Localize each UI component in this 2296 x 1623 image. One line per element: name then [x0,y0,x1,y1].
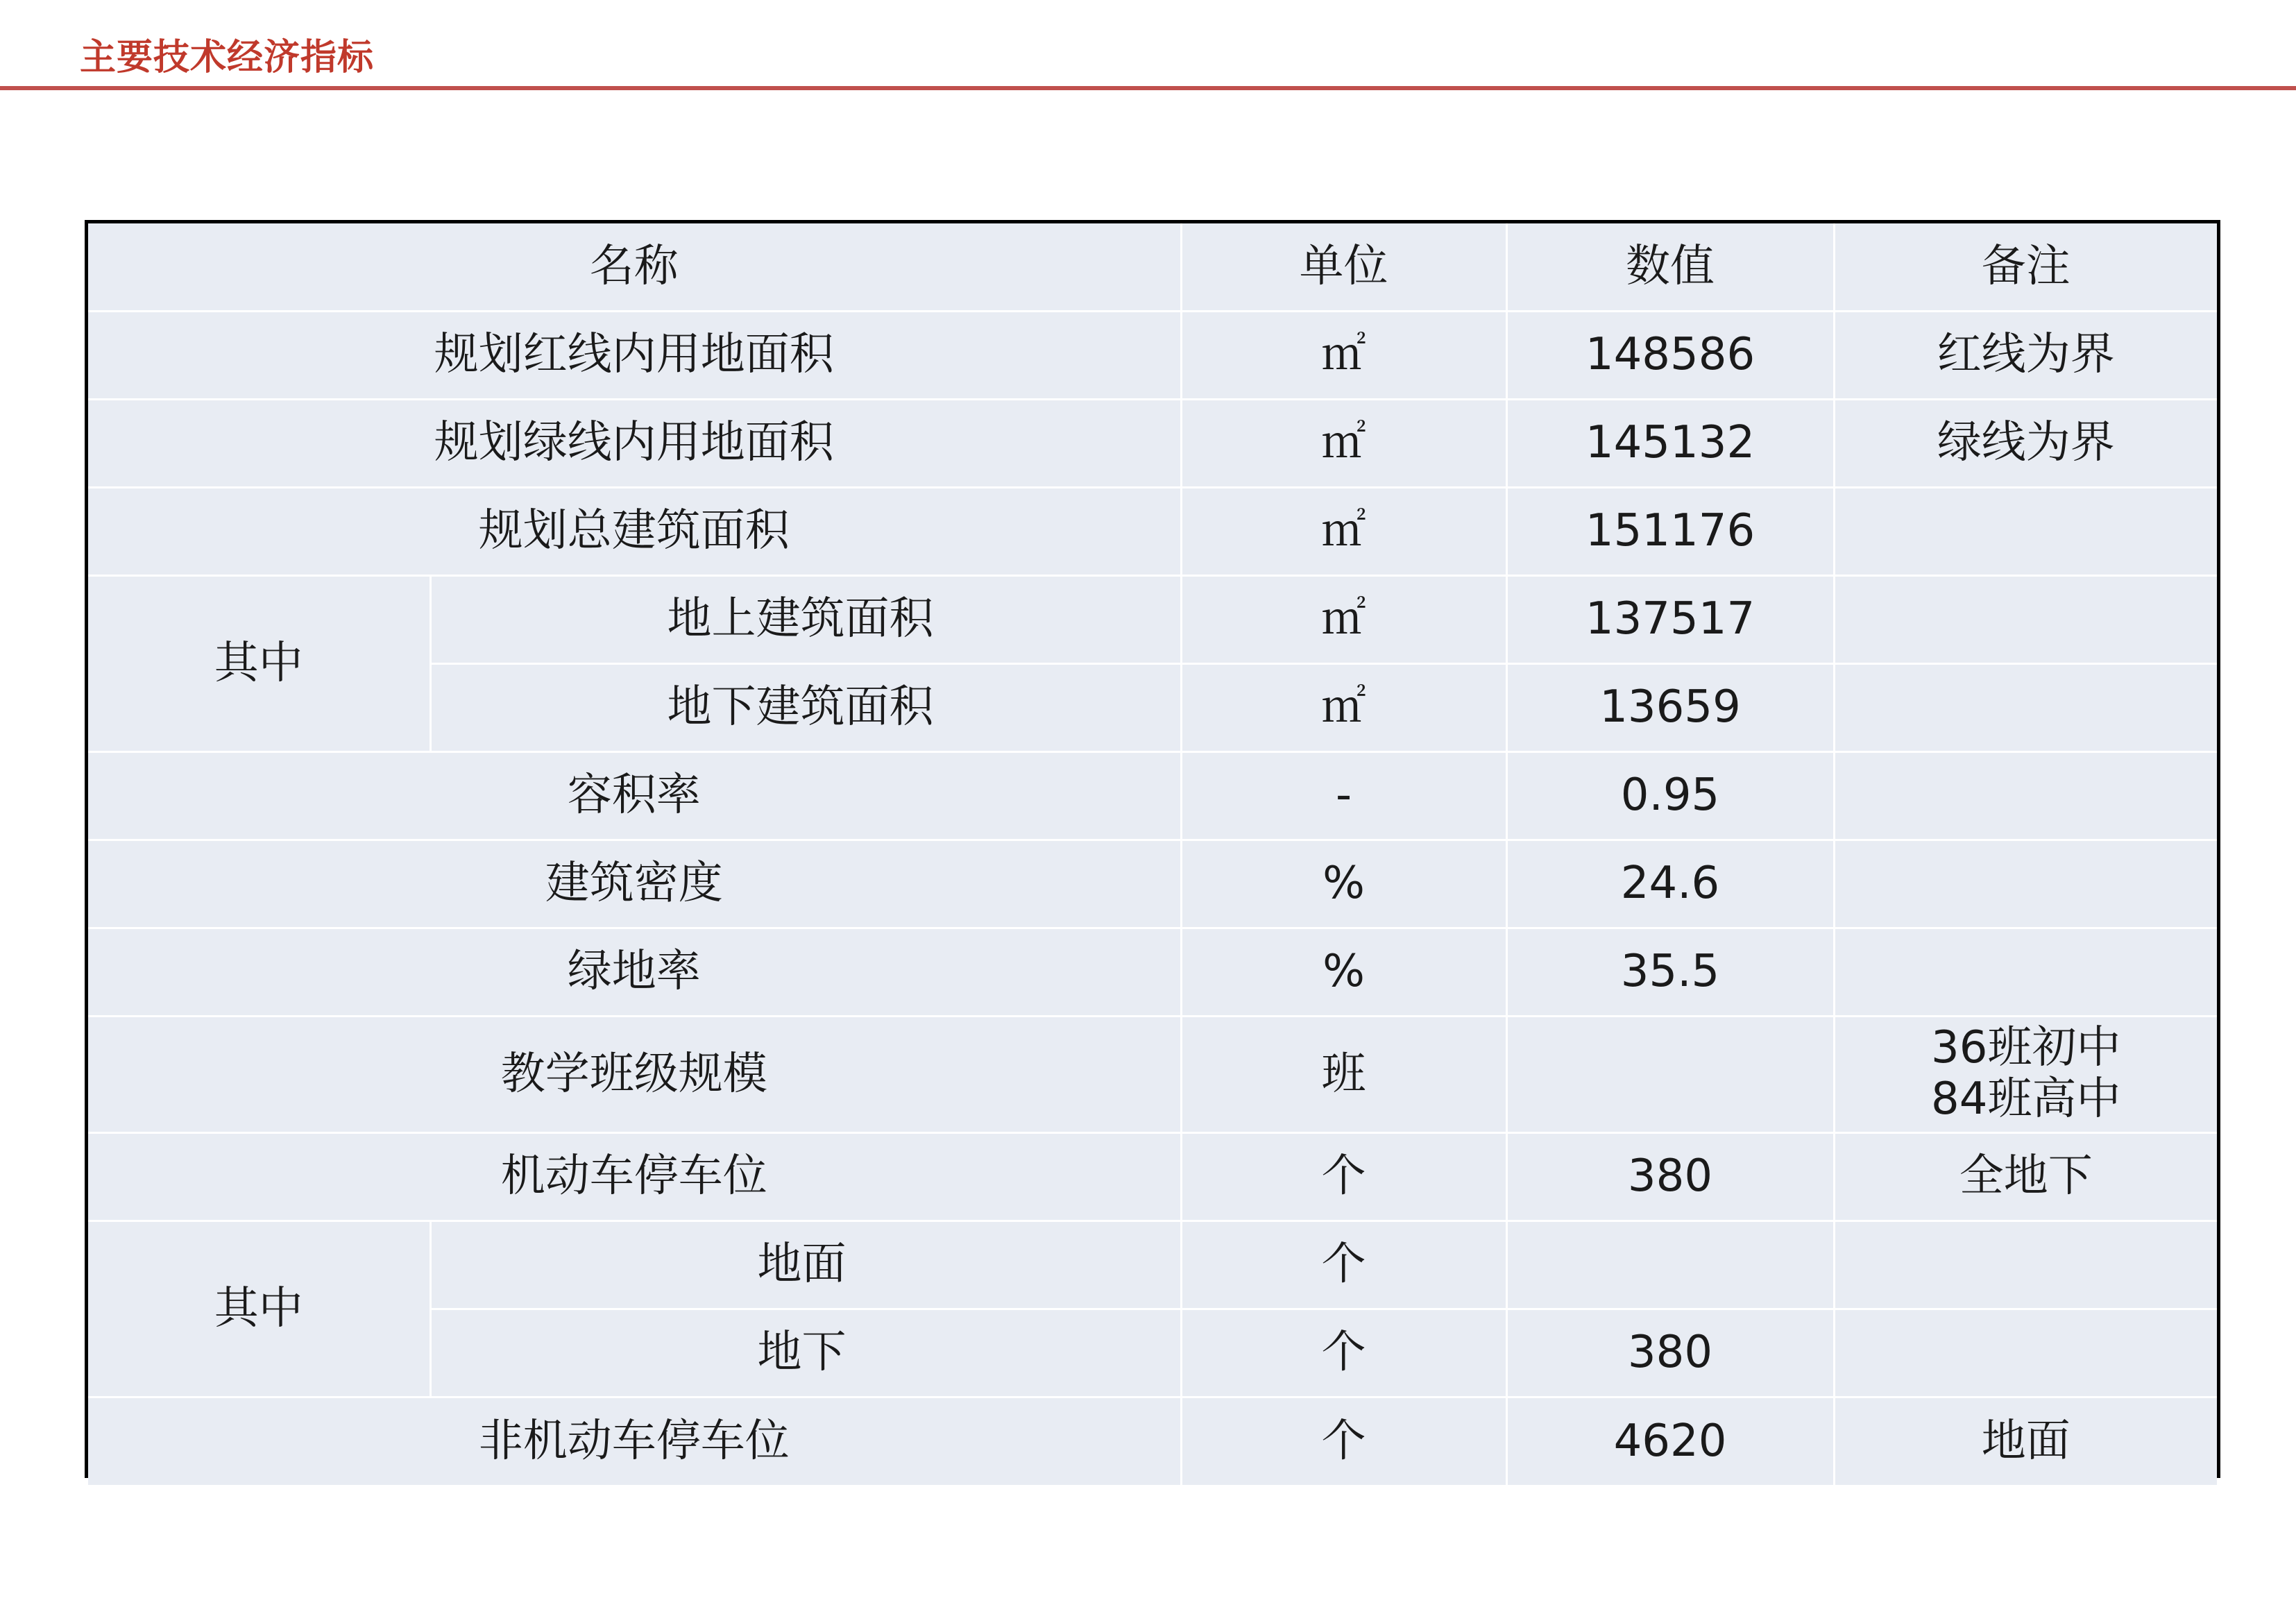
table-row [88,1221,2217,1309]
row-unit: 个 [1181,1132,1506,1221]
indicators-table [88,223,2217,1485]
table-header-row [88,223,2217,311]
table-row [88,399,2217,487]
row-value: 380 [1506,1132,1834,1221]
row-note [1834,487,2217,575]
row-unit: ㎡ [1181,663,1506,751]
row-value: 137517 [1506,575,1834,663]
row-note: 绿线为界 [1834,399,2217,487]
row-name: 地面 [430,1221,1181,1309]
row-note: 全地下 [1834,1132,2217,1221]
title-divider [0,86,2296,90]
indicators-table-container [85,220,2220,1478]
table-row [88,487,2217,575]
row-name: 机动车停车位 [88,1132,1181,1221]
row-value: 380 [1506,1309,1834,1397]
row-value: 35.5 [1506,928,1834,1016]
row-value: 145132 [1506,399,1834,487]
row-unit: 个 [1181,1309,1506,1397]
row-value: 4620 [1506,1397,1834,1485]
row-unit: ㎡ [1181,575,1506,663]
row-note [1834,928,2217,1016]
row-name: 非机动车停车位 [88,1397,1181,1485]
table-row [88,840,2217,928]
row-name: 地下 [430,1309,1181,1397]
header-unit: 单位 [1181,223,1506,311]
row-note [1834,1309,2217,1397]
row-note [1834,1221,2217,1309]
row-value: 148586 [1506,311,1834,399]
row-unit: ㎡ [1181,487,1506,575]
row-unit: % [1181,928,1506,1016]
row-note [1834,751,2217,840]
row-value: 13659 [1506,663,1834,751]
table-row [88,1016,2217,1132]
row-name: 建筑密度 [88,840,1181,928]
row-unit: - [1181,751,1506,840]
row-unit: 班 [1181,1016,1506,1132]
page-title: 主要技术经济指标 [80,37,375,78]
row-value: 24.6 [1506,840,1834,928]
row-value: 0.95 [1506,751,1834,840]
row-value: 151176 [1506,487,1834,575]
row-name: 绿地率 [88,928,1181,1016]
note-line: 84班高中 [1931,1073,2121,1125]
table-row [88,928,2217,1016]
row-note [1834,575,2217,663]
row-note [1834,1016,2217,1132]
row-name: 教学班级规模 [88,1016,1181,1132]
row-name: 地上建筑面积 [430,575,1181,663]
row-name: 容积率 [88,751,1181,840]
row-unit: ㎡ [1181,399,1506,487]
row-note: 红线为界 [1834,311,2217,399]
row-name: 规划总建筑面积 [88,487,1181,575]
row-value [1506,1016,1834,1132]
row-note: 地面 [1834,1397,2217,1485]
table-row [88,575,2217,663]
table-row [88,1397,2217,1485]
table-row [88,311,2217,399]
row-unit: 个 [1181,1221,1506,1309]
row-unit: ㎡ [1181,311,1506,399]
row-name: 地下建筑面积 [430,663,1181,751]
table-row [88,1132,2217,1221]
group-label-area: 其中 [88,575,430,751]
row-name: 规划绿线内用地面积 [88,399,1181,487]
row-value [1506,1221,1834,1309]
row-note [1834,840,2217,928]
row-unit: % [1181,840,1506,928]
row-note [1834,663,2217,751]
group-label-parking: 其中 [88,1221,430,1397]
table-row [88,751,2217,840]
note-line: 36班初中 [1931,1022,2121,1074]
header-value: 数值 [1506,223,1834,311]
row-name: 规划红线内用地面积 [88,311,1181,399]
header-note: 备注 [1834,223,2217,311]
header-name: 名称 [88,223,1181,311]
row-unit: 个 [1181,1397,1506,1485]
